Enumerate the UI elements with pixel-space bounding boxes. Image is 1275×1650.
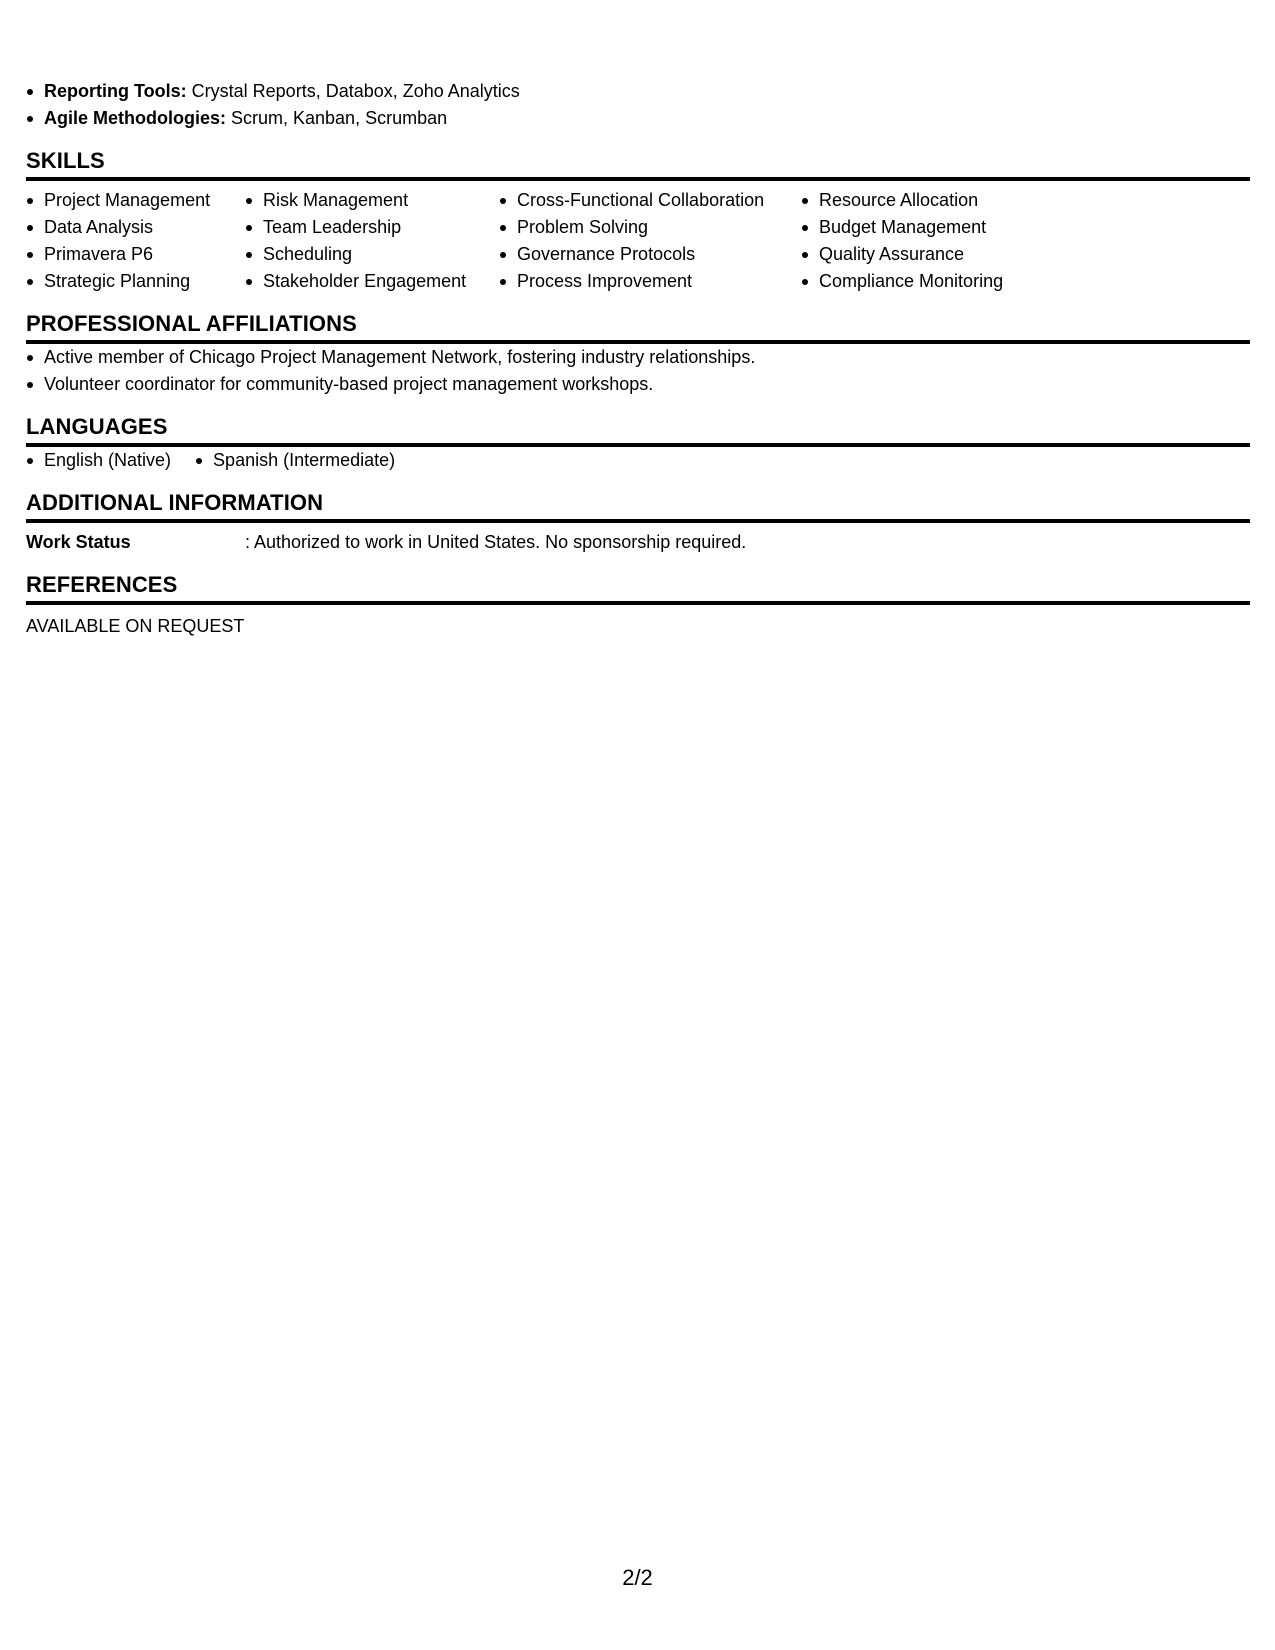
page-number: 2/2 [622, 1565, 653, 1590]
languages-list [26, 447, 1250, 474]
skill-item: Quality Assurance [801, 241, 1061, 268]
skill-item: Risk Management [245, 187, 499, 214]
skills-column [26, 187, 245, 295]
tool-label: Reporting Tools: [44, 81, 187, 101]
affiliation-item: Active member of Chicago Project Management Network, fostering industry relationships. [26, 344, 1250, 371]
references-heading: REFERENCES [26, 572, 1250, 605]
work-status-value: : Authorized to work in United States. No sponsorship required. [245, 532, 747, 552]
language-item: English (Native) [26, 447, 171, 474]
skill-item: Governance Protocols [499, 241, 801, 268]
skill-item: Stakeholder Engagement [245, 268, 499, 295]
work-status-row [26, 529, 1250, 556]
tool-value: Crystal Reports, Databox, Zoho Analytics [186, 81, 520, 101]
list-item [26, 78, 1250, 105]
skill-item: Project Management [26, 187, 245, 214]
skill-item: Data Analysis [26, 214, 245, 241]
references-text: AVAILABLE ON REQUEST [26, 616, 245, 636]
additional-info-heading: ADDITIONAL INFORMATION [26, 490, 1250, 523]
work-status-label: Work Status [26, 532, 131, 552]
skill-item: Cross-Functional Collaboration [499, 187, 801, 214]
languages-heading: LANGUAGES [26, 414, 1250, 447]
skills-grid [26, 187, 1250, 295]
list-item [26, 105, 1250, 132]
affiliation-item: Volunteer coordinator for community-based project management workshops. [26, 371, 1250, 398]
skill-item: Problem Solving [499, 214, 801, 241]
skill-item: Resource Allocation [801, 187, 1061, 214]
skill-item: Scheduling [245, 241, 499, 268]
language-item: Spanish (Intermediate) [195, 447, 395, 474]
skills-column [801, 187, 1061, 295]
skill-item: Strategic Planning [26, 268, 245, 295]
resume-page [26, 78, 1250, 640]
affiliations-list [26, 344, 1250, 398]
tools-list [26, 78, 1250, 132]
skill-item: Primavera P6 [26, 241, 245, 268]
tool-label: Agile Methodologies: [44, 108, 226, 128]
affiliations-heading: PROFESSIONAL AFFILIATIONS [26, 311, 1250, 344]
skill-item: Process Improvement [499, 268, 801, 295]
skills-column [499, 187, 801, 295]
skills-heading: SKILLS [26, 148, 1250, 181]
skill-item: Budget Management [801, 214, 1061, 241]
skill-item: Team Leadership [245, 214, 499, 241]
tool-value: Scrum, Kanban, Scrumban [226, 108, 448, 128]
skill-item: Compliance Monitoring [801, 268, 1061, 295]
skills-column [245, 187, 499, 295]
